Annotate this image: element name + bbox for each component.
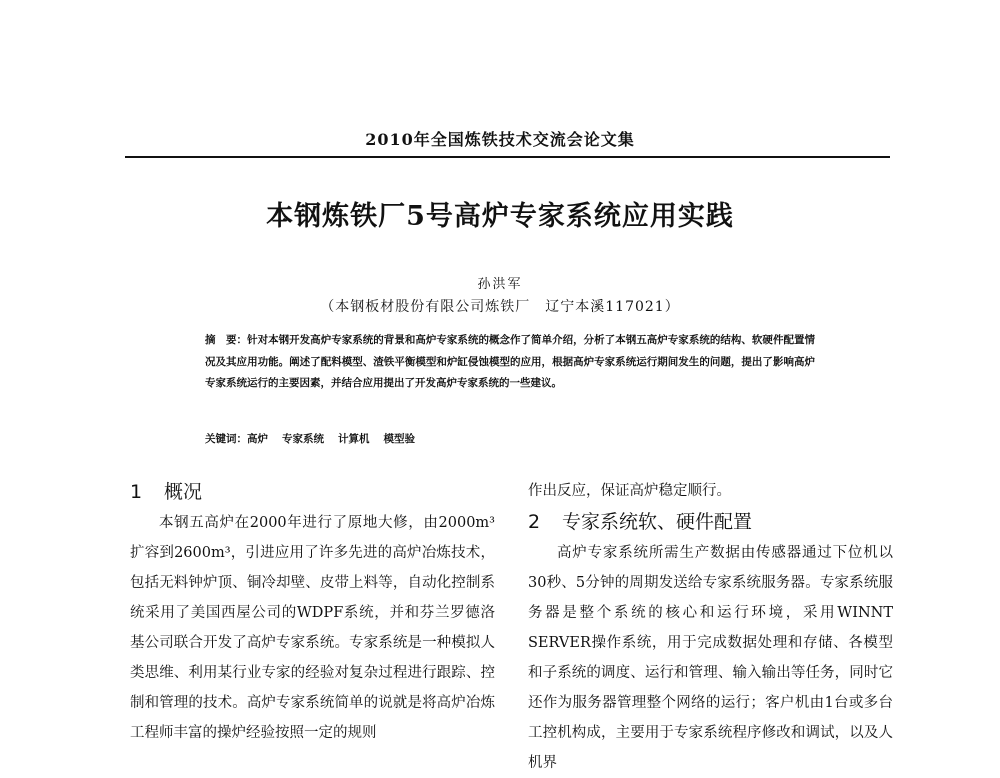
- paper-title: 本钢炼铁厂5号高炉专家系统应用实践: [266, 201, 734, 232]
- right-column: [528, 476, 893, 778]
- keywords-label: 关键词：: [205, 433, 247, 445]
- author-affiliation: （本钢板材股份有限公司炼铁厂 辽宁本溪117021）: [320, 299, 680, 315]
- proceedings-header: 2010年全国炼铁技术交流会论文集: [365, 130, 635, 149]
- section-2-heading: [528, 506, 893, 538]
- keyword-item: 模型验: [383, 433, 415, 445]
- keyword-item: 高炉: [247, 433, 268, 445]
- section-2-number: 2: [528, 511, 541, 533]
- section-1-title: 概况: [164, 481, 203, 503]
- continued-paragraph: 作出反应，保证高炉稳定顺行。: [528, 483, 731, 499]
- author-name: 孙洪军: [477, 277, 523, 292]
- abstract-label: 摘 要：: [205, 334, 248, 346]
- keywords: [205, 430, 815, 448]
- abstract: [205, 330, 815, 395]
- section-2-paragraph: 高炉专家系统所需生产数据由传感器通过下位机以30秒、5分钟的周期发送给专家系统服务器。专家系统服务器是整个系统的核心和运行环境，采用WINNT SERVER操作系统，用于完成数据处理和存储、各模型和子系统的调度、运行和管理、输入输出等任务，同时它还作为服务器管理整个网络的运行；客户机由1台或多台工控机构成，主要用于专家系统程序修改和调试，以及人机界: [528, 545, 893, 771]
- keyword-item: 计算机: [338, 433, 370, 445]
- header-rule: [125, 156, 890, 158]
- keyword-item: 专家系统: [282, 433, 324, 445]
- section-1-heading: [130, 476, 495, 508]
- section-2-title: 专家系统软、硬件配置: [562, 511, 753, 533]
- section-1-number: 1: [130, 481, 143, 503]
- section-1-paragraph: 本钢五高炉在2000年进行了原地大修，由2000m³扩容到2600m³，引进应用了许多先进的高炉冶炼技术，包括无料钟炉顶、铜冷却壁、皮带上料等，自动化控制系统采用了美国西屋公司的WDPF系统，并和芬兰罗德洛基公司联合开发了高炉专家系统。专家系统是一种模拟人类思维、利用某行业专家的经验对复杂过程进行跟踪、控制和管理的技术。高炉专家系统简单的说就是将高炉冶炼工程师丰富的操炉经验按照一定的规则: [130, 515, 495, 741]
- abstract-text: 针对本钢开发高炉专家系统的背景和高炉专家系统的概念作了简单介绍，分析了本钢五高炉专家系统的结构、软硬件配置情况及其应用功能。阐述了配料模型、渣铁平衡模型和炉缸侵蚀模型的应用，根据高炉专家系统运行期间发生的问题，提出了影响高炉专家系统运行的主要因素，并结合应用提出了开发高炉专家系统的一些建议。: [205, 334, 816, 389]
- left-column: [130, 476, 495, 748]
